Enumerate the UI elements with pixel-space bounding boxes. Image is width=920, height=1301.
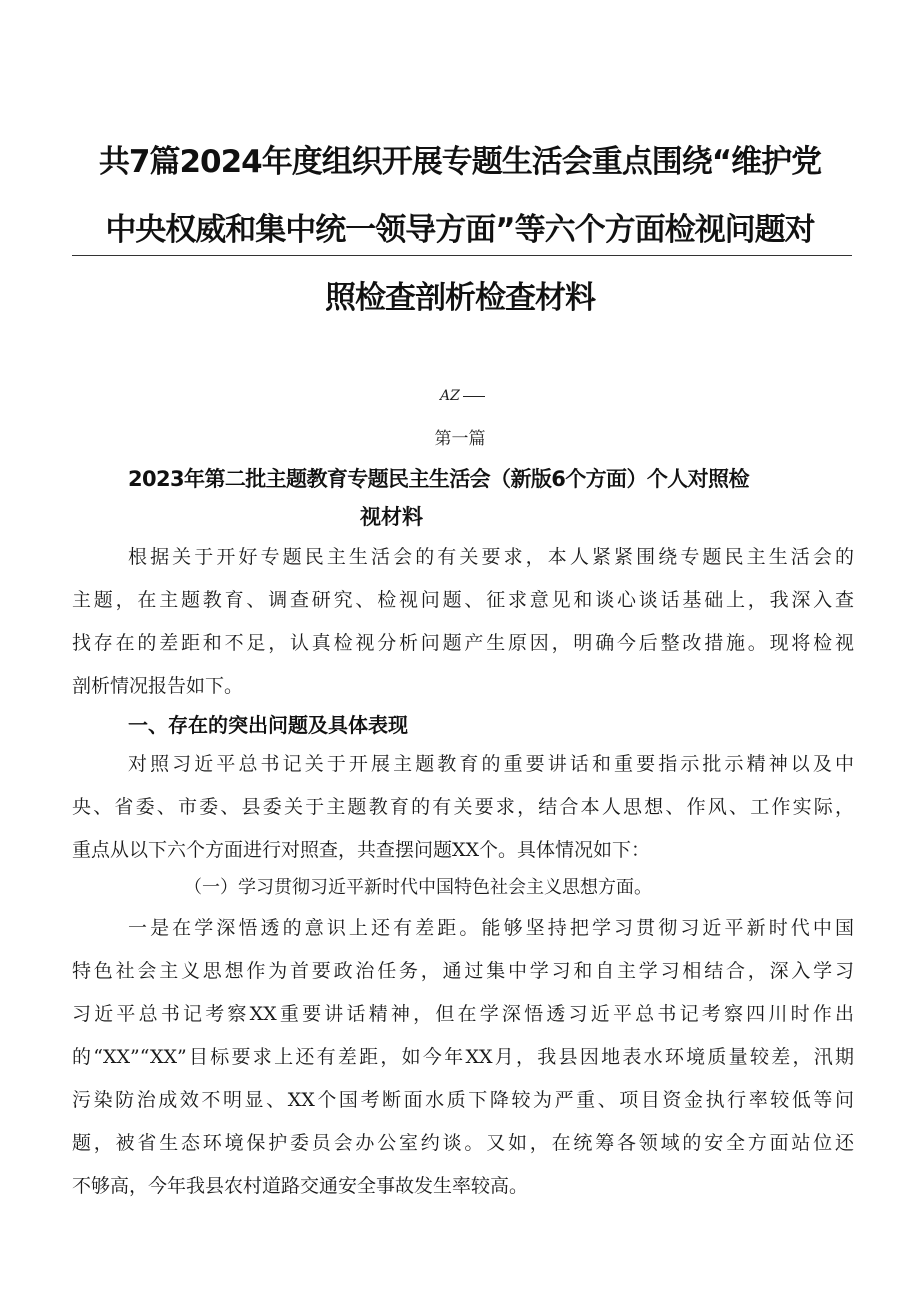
- text-line: 不够高，今年我县农村道路交通安全事故发生率较高。: [72, 1175, 529, 1197]
- title-line: 照检查剖析检查材料: [325, 280, 595, 316]
- text-line: 特色社会主义思想作为首要政治任务，通过集中学习和自主学习相结合，深入学习: [72, 960, 854, 982]
- text-line: 污染防治成效不明显、XX个国考断面水质下降较为严重、项目资金执行率较低等问: [72, 1089, 854, 1111]
- section-heading: 一、存在的突出问题及具体表现: [128, 713, 408, 737]
- text-line: 主题，在主题教育、调查研究、检视问题、征求意见和谈心谈话基础上，我深入查: [72, 589, 854, 611]
- subsection-heading: （一）学习贯彻习近平新时代中国特色社会主义思想方面。: [184, 877, 652, 898]
- az-mark: AZ: [440, 388, 485, 404]
- title-divider: [72, 255, 852, 256]
- text-line: 央、省委、市委、县委关于主题教育的有关要求，结合本人思想、作风、工作实际，: [72, 796, 854, 818]
- title-line: 中央权威和集中统一领导方面”等六个方面检视问题对: [105, 212, 815, 248]
- text-line: 根据关于开好专题民主生活会的有关要求，本人紧紧围绕专题民主生活会的: [128, 546, 854, 568]
- text-line: 找存在的差距和不足，认真检视分析问题产生原因，明确今后整改措施。现将检视: [72, 632, 854, 654]
- text-line: 一是在学深悟透的意识上还有差距。能够坚持把学习贯彻习近平新时代中国: [128, 917, 854, 939]
- subtitle-line: 2023年第二批主题教育专题民主生活会（新版6个方面）个人对照检: [128, 467, 749, 491]
- title-line: 共7篇2024年度组织开展专题生活会重点围绕“维护党: [98, 144, 822, 180]
- text-line: 对照习近平总书记关于开展主题教育的重要讲话和重要指示批示精神以及中: [128, 753, 854, 775]
- text-line: 重点从以下六个方面进行对照查，共查摆问题XX个。具体情况如下：: [72, 839, 651, 861]
- subtitle: [128, 460, 850, 536]
- text-line: 题，被省生态环境保护委员会办公室约谈。又如，在统筹各领域的安全方面站位还: [72, 1132, 854, 1154]
- subtitle-line: 视材料: [360, 505, 423, 529]
- part-label: 第一篇: [434, 429, 486, 449]
- document-title: [60, 128, 860, 332]
- point-paragraph: [72, 907, 854, 1208]
- text-line: 的“XX”“XX”目标要求上还有差距，如今年XX月，我县因地表水环境质量较差，汛期: [72, 1046, 854, 1068]
- text-line: 习近平总书记考察XX重要讲话精神，但在学深悟透习近平总书记考察四川时作出: [72, 1003, 854, 1025]
- text-line: 剖析情况报告如下。: [72, 675, 244, 697]
- intro-paragraph: [72, 536, 854, 708]
- section-intro-paragraph: [72, 743, 854, 872]
